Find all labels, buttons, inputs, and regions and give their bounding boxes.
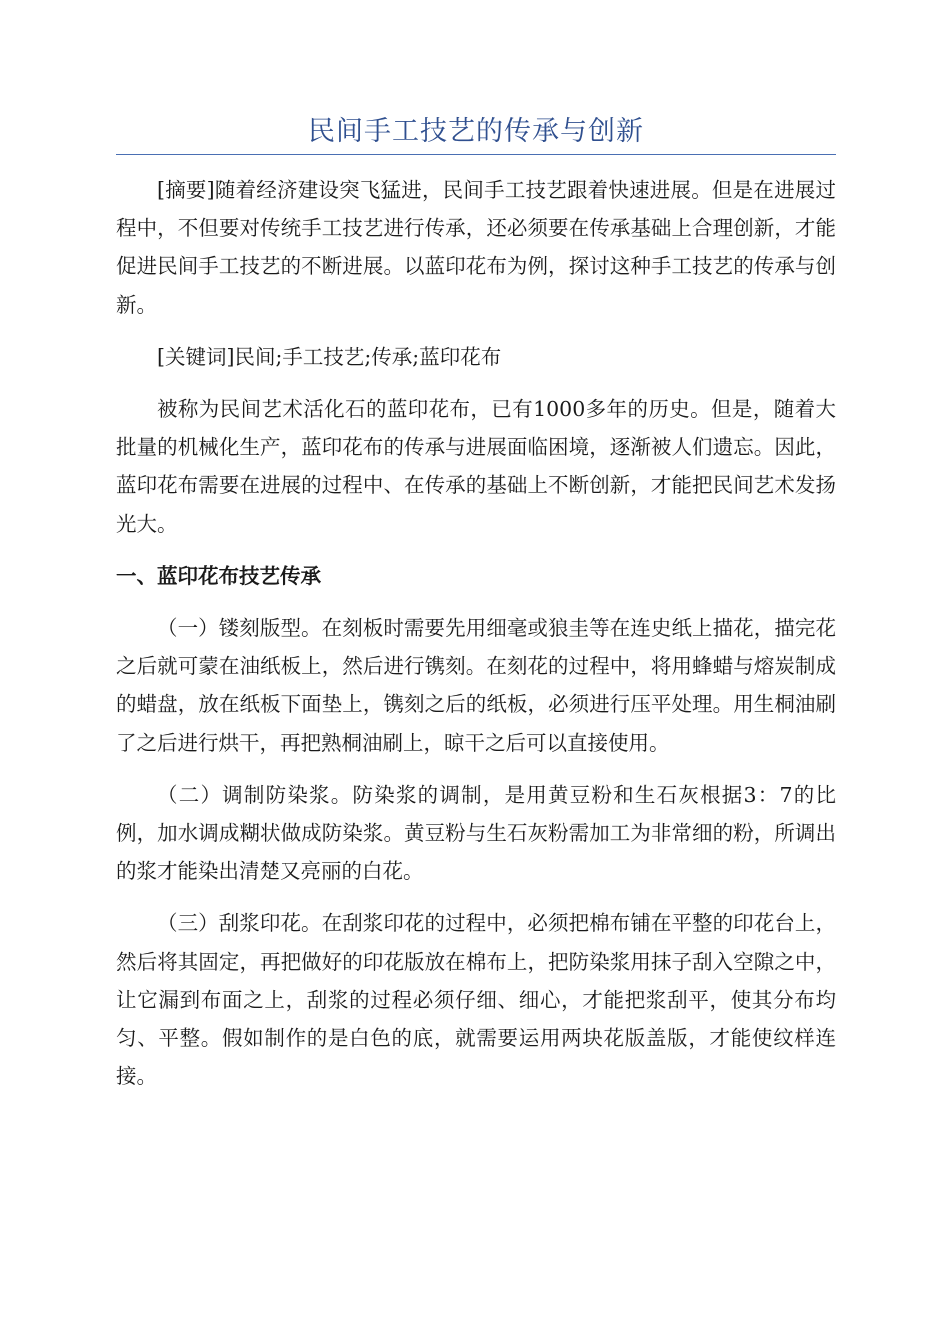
page-title: 民间手工技艺的传承与创新 [308, 116, 644, 147]
keywords-paragraph: [关键词]民间;手工技艺;传承;蓝印花布 [157, 344, 502, 369]
section-heading: 一、蓝印花布技艺传承 [116, 563, 321, 588]
body-paragraph: （三）刮浆印花。在刮浆印花的过程中，必须把棉布铺在平整的印花台上，然后将其固定，再把做好的印花版放在棉布上，把防染浆用抹子刮入空隙之中，让它漏到布面之上，刮浆的过程必须仔细、细心，才能把浆刮平，使其分布均匀、平整。假如制作的是白色的底，就需要运用两块花版盖版，才能使纹样连接。 [116, 911, 836, 1089]
intro-paragraph: 被称为民间艺术活化石的蓝印花布，已有1000多年的历史。但是，随着大批量的机械化生产，蓝印花布的传承与进展面临困境，逐渐被人们遗忘。因此，蓝印花布需要在进展的过程中、在传承的基础上不断创新，才能把民间艺术发扬光大。 [116, 397, 836, 536]
body-paragraph: （一）镂刻版型。在刻板时需要先用细毫或狼圭等在连史纸上描花，描完花之后就可蒙在油纸板上，然后进行镌刻。在刻花的过程中，将用蜂蜡与熔炭制成的蜡盘，放在纸板下面垫上，镌刻之后的纸板，必须进行压平处理。用生桐油刷了之后进行烘干，再把熟桐油刷上，晾干之后可以直接使用。 [116, 616, 836, 755]
abstract-paragraph: [摘要]随着经济建设突飞猛进，民间手工技艺跟着快速进展。但是在进展过程中，不但要对传统手工技艺进行传承，还必须要在传承基础上合理创新，才能促进民间手工技艺的不断进展。以蓝印花布为例，探讨这种手工技艺的传承与创新。 [116, 178, 836, 317]
body-paragraph: （二）调制防染浆。防染浆的调制，是用黄豆粉和生石灰根据3：7的比例，加水调成糊状做成防染浆。黄豆粉与生石灰粉需加工为非常细的粉，所调出的浆才能染出清楚又亮丽的白花。 [116, 782, 836, 884]
title-divider [116, 154, 836, 155]
document-body [116, 171, 836, 1109]
